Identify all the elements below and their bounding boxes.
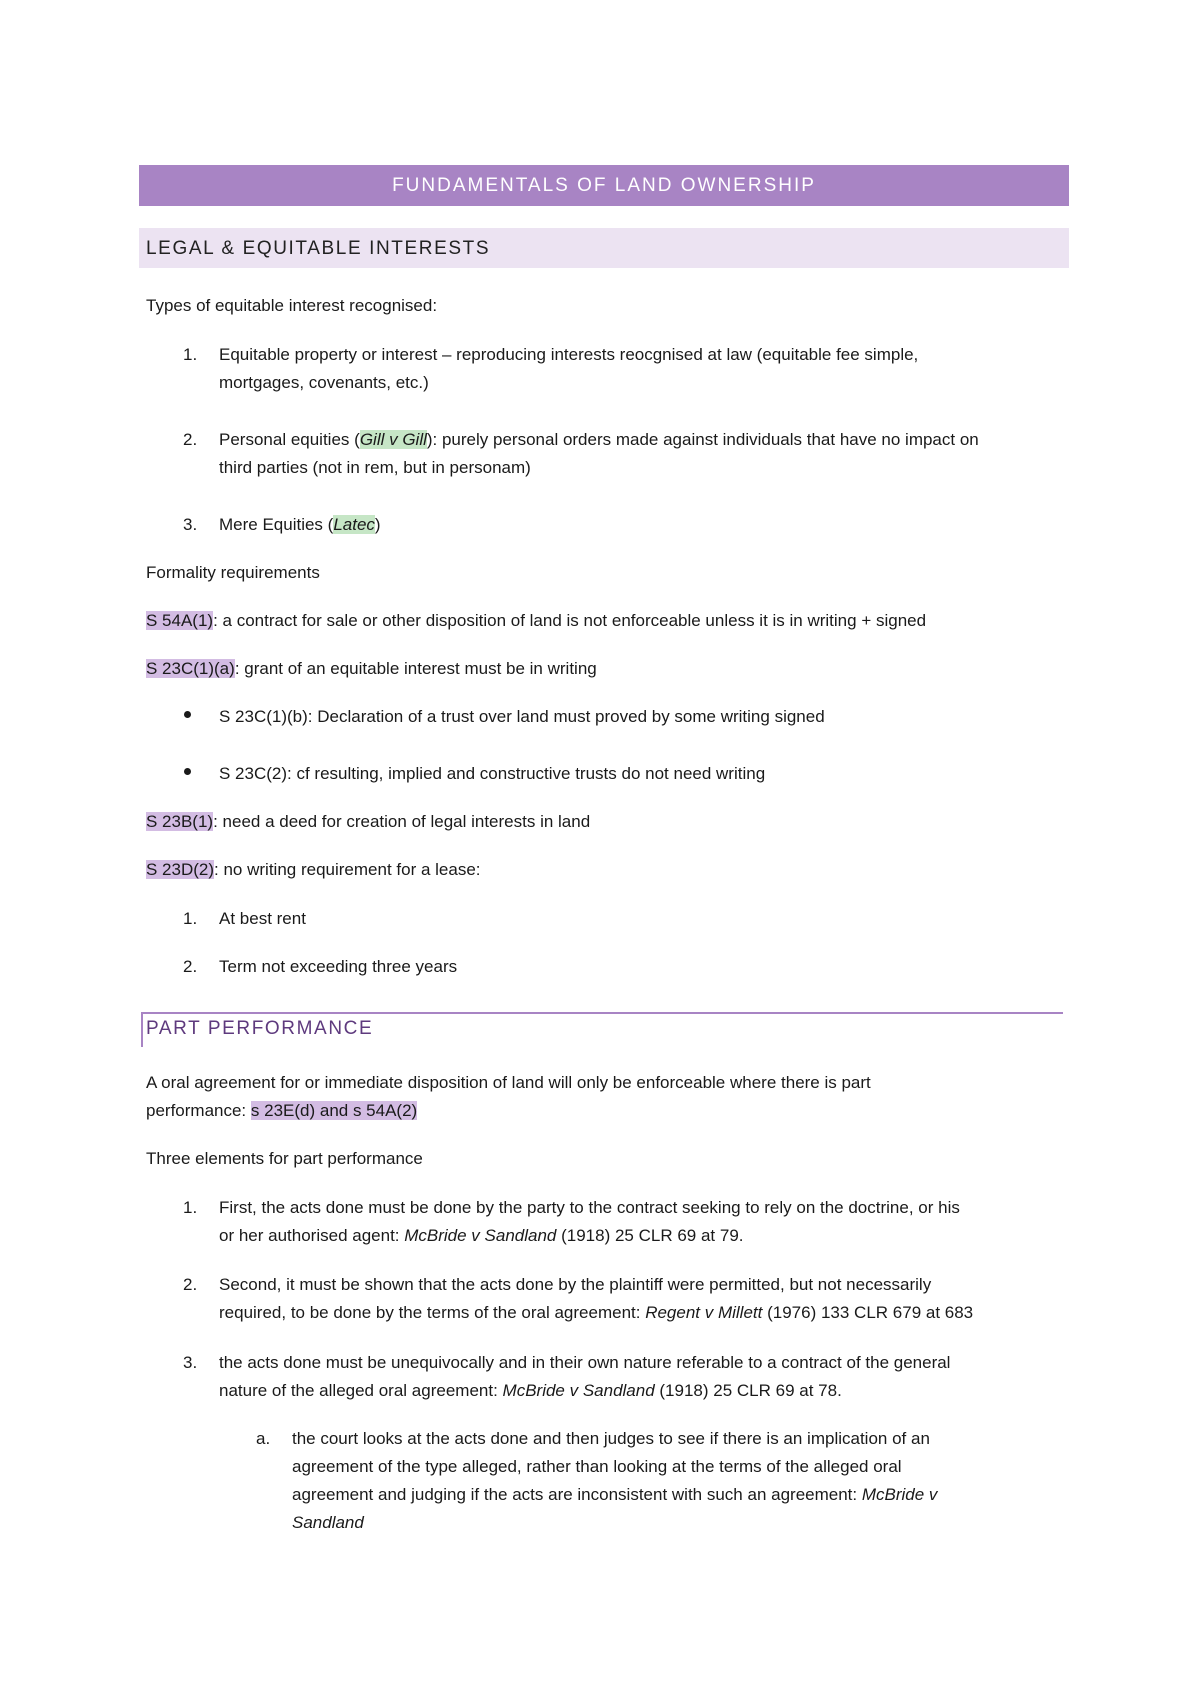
bullet-icon (184, 711, 191, 718)
elements-heading: Three elements for part performance (146, 1149, 423, 1168)
part-performance-intro: performance: s 23E(d) and s 54A(2) (146, 1101, 418, 1120)
bullet-text: S 23C(2): cf resulting, implied and constructive trusts do not need writing (219, 764, 766, 783)
sublist-letter: a. (256, 1429, 271, 1448)
statute-s23d2: S 23D(2): no writing requirement for a lease: (146, 860, 481, 879)
case-name: Regent v Millett (645, 1303, 763, 1322)
sublist-text (292, 1509, 364, 1537)
statute-s54a1: S 54A(1): a contract for sale or other disposition of land is not enforceable unless it is in writing + signed (146, 611, 927, 630)
list-item-text: Second, it must be shown that the acts done by the plaintiff were permitted, but not necessarily (219, 1275, 932, 1294)
list-item-text: or her authorised agent: McBride v Sandland (1918) 25 CLR 69 at 79. (219, 1226, 744, 1245)
case-name: McBride v (861, 1485, 938, 1504)
document-title: FUNDAMENTALS OF LAND OWNERSHIP (139, 165, 1069, 206)
list-number: 3. (183, 515, 198, 534)
section-rule-left (141, 1012, 143, 1047)
section-heading-part-performance: PART PERFORMANCE (146, 1018, 374, 1039)
list-item-text: First, the acts done must be done by the party to the contract seeking to rely on the doctrine, or his (219, 1198, 960, 1217)
list-number: 3. (183, 1353, 198, 1372)
sublist-text: agreement and judging if the acts are inconsistent with such an agreement: McBride v (292, 1485, 938, 1504)
statute-ref: S 23D(2) (146, 860, 215, 879)
list-number: 1. (183, 345, 198, 364)
sublist-text: the court looks at the acts done and then judges to see if there is an implication of an (292, 1429, 930, 1448)
case-name: McBride v Sandland (404, 1226, 557, 1245)
list-item-text: required, to be done by the terms of the oral agreement: Regent v Millett (1976) 133 CLR 679 at 683 (219, 1303, 974, 1322)
list-number: 2. (183, 430, 198, 449)
part-performance-intro: A oral agreement for or immediate disposition of land will only be enforceable where there is part (146, 1073, 871, 1092)
list-number: 2. (183, 1275, 198, 1294)
case-name: McBride v Sandland (502, 1381, 655, 1400)
statute-s23b1: S 23B(1): need a deed for creation of legal interests in land (146, 812, 591, 831)
list-number: 1. (183, 909, 198, 928)
statute-ref: S 54A(1) (146, 611, 214, 630)
sublist-text: agreement of the type alleged, rather than looking at the terms of the alleged oral (292, 1457, 902, 1476)
case-name: Gill v Gill (359, 430, 427, 449)
statute-ref: S 23B(1) (146, 812, 214, 831)
types-intro: Types of equitable interest recognised: (146, 296, 438, 315)
list-item-text: the acts done must be unequivocally and in their own nature referable to a contract of the general (219, 1353, 951, 1372)
case-name: Latec (333, 515, 375, 534)
list-item-text: mortgages, covenants, etc.) (219, 373, 429, 392)
list-item-text: third parties (not in rem, but in personam) (219, 458, 531, 477)
section-rule (141, 1012, 1063, 1014)
bullet-icon (184, 768, 191, 775)
list-item-text: nature of the alleged oral agreement: McBride v Sandland (1918) 25 CLR 69 at 78. (219, 1381, 842, 1400)
statute-ref: s 23E(d) and s 54A(2) (250, 1101, 418, 1120)
list-item-text: Term not exceeding three years (219, 957, 458, 976)
formality-heading: Formality requirements (146, 563, 320, 582)
case-name: Sandland (292, 1513, 364, 1532)
list-item-text: Equitable property or interest – reproducing interests reocgnised at law (equitable fee simple, (219, 345, 919, 364)
list-number: 2. (183, 957, 198, 976)
list-item-text: Personal equities (Gill v Gill): purely personal orders made against individuals that have no impact on (219, 430, 979, 449)
list-item-text: At best rent (219, 909, 306, 928)
bullet-text: S 23C(1)(b): Declaration of a trust over land must proved by some writing signed (219, 707, 825, 726)
section-heading-bar (139, 228, 1069, 268)
statute-s23c1a: S 23C(1)(a): grant of an equitable interest must be in writing (146, 659, 597, 678)
statute-ref: S 23C(1)(a) (146, 659, 235, 678)
list-item-text: Mere Equities (Latec) (219, 515, 381, 534)
list-number: 1. (183, 1198, 198, 1217)
section-heading-legal-equitable: LEGAL & EQUITABLE INTERESTS (146, 238, 491, 259)
